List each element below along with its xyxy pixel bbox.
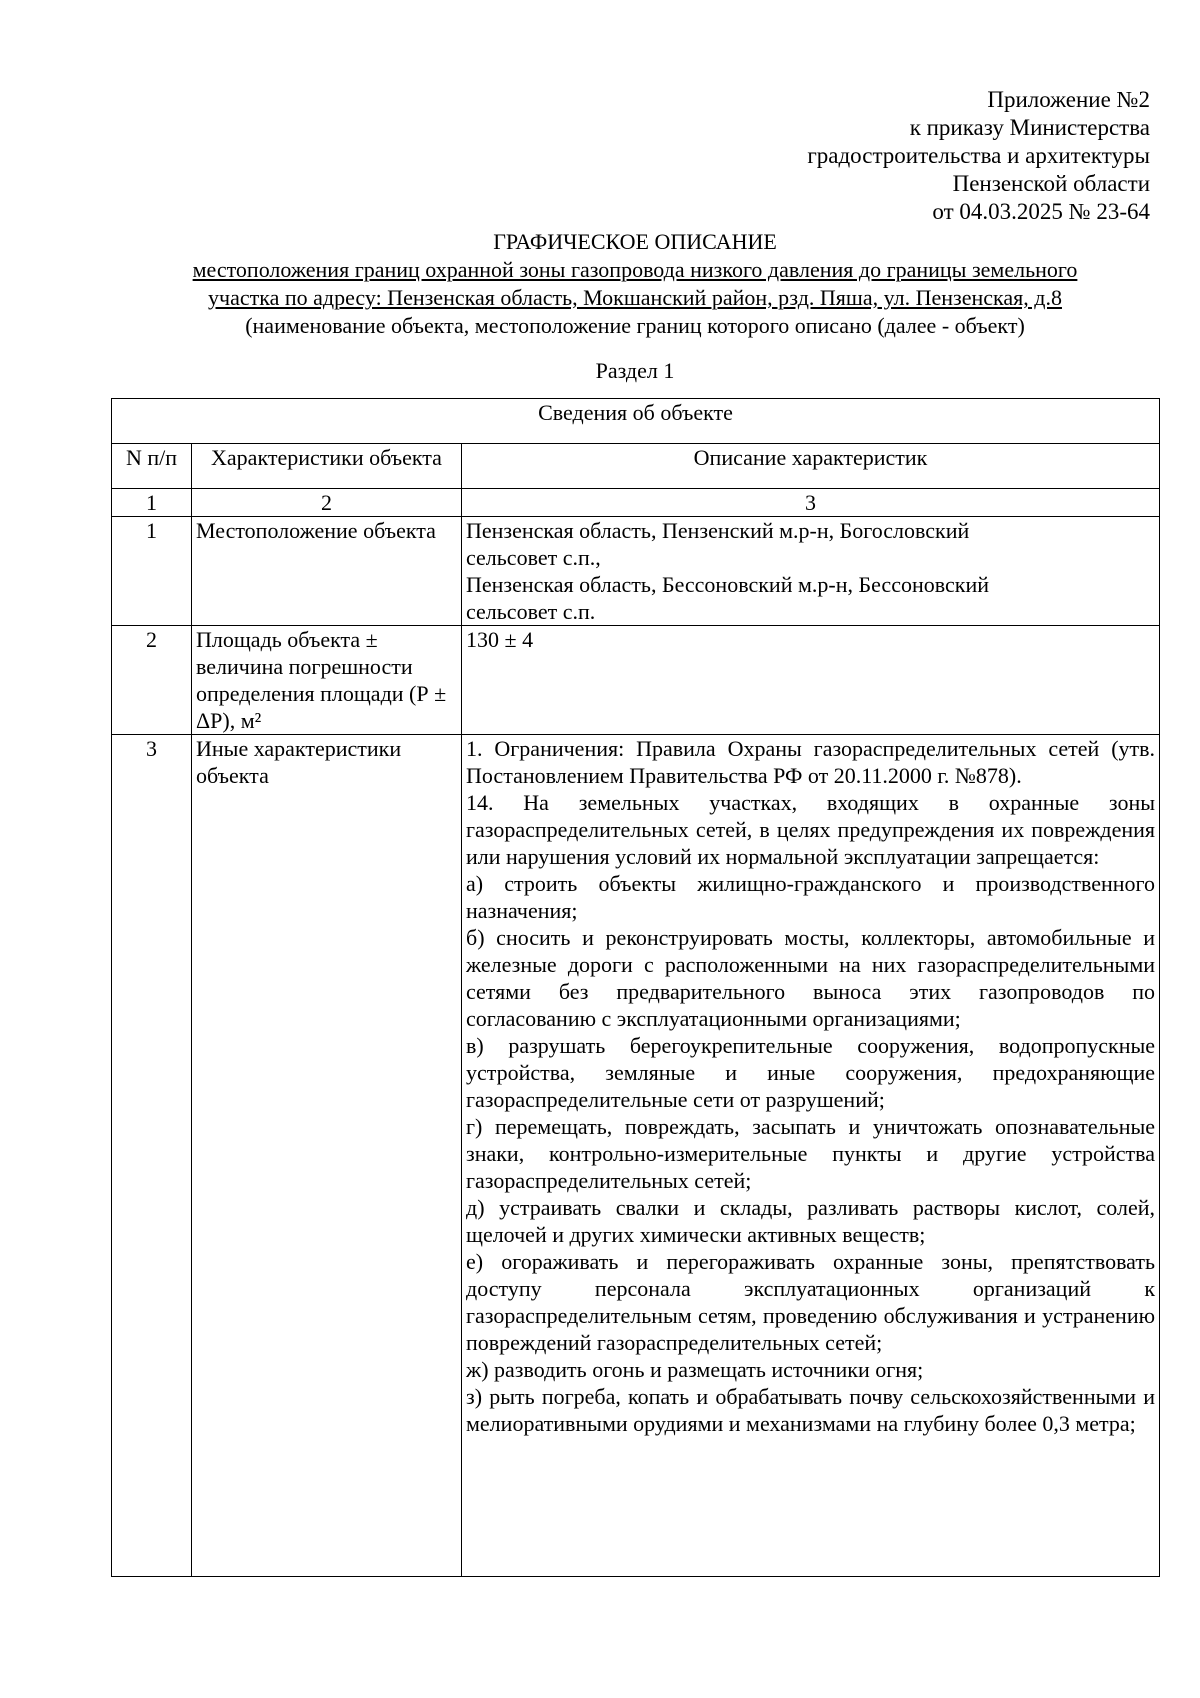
restriction-paragraph: б) сносить и реконструировать мосты, коллекторы, автомобильные и железные дороги с расположенными на них газораспределительными сетями без предварительного выноса этих газопроводов по согласованию с эксплуатационными организациями; (466, 925, 1156, 1031)
column-index-1: 1 (112, 489, 192, 517)
restriction-paragraph: а) строить объекты жилищно-гражданского и производственного назначения; (466, 871, 1156, 923)
restriction-paragraph: ж) разводить огонь и размещать источники огня; (466, 1357, 924, 1382)
restriction-paragraph: в) разрушать берегоукрепительные сооружения, водопропускные устройства, земляные и иные сооружения, предохраняющие газораспределительные сети от разрушений; (466, 1033, 1156, 1112)
document-heading: ГРАФИЧЕСКОЕ ОПИСАНИЕ (493, 229, 777, 254)
row-number: 2 (112, 626, 192, 735)
location-line: Пензенская область, Пензенский м.р-н, Богословский (466, 518, 970, 543)
restriction-paragraph: е) огораживать и перегораживать охранные зоны, препятствовать доступу персонала эксплуатационных организаций к газораспределительным сетям, проведению обслуживания и устранению повреждений газораспределительных сетей; (466, 1249, 1156, 1355)
table-row (112, 626, 1160, 735)
row-characteristic: Местоположение объекта (192, 517, 462, 626)
object-info-table (111, 398, 1160, 1577)
appendix-ministry: градостроительства и архитектуры (807, 143, 1150, 168)
appendix-order: к приказу Министерства (909, 115, 1150, 140)
object-description-line-1: местоположения границ охранной зоны газопровода низкого давления до границы земельного (192, 257, 1078, 282)
header-number: N п/п (112, 444, 192, 489)
table-caption: Сведения об объекте (112, 399, 1160, 444)
title-block (110, 228, 1160, 340)
header-description: Описание характеристик (462, 444, 1160, 489)
table-row (112, 517, 1160, 626)
column-index-2: 2 (192, 489, 462, 517)
row-characteristic: Площадь объекта ± величина погрешности определения площади (Р ± ΔР), м² (192, 626, 462, 735)
row-area-value: 130 ± 4 (462, 626, 1160, 735)
restriction-paragraph: з) рыть погреба, копать и обрабатывать почву сельскохозяйственными и мелиоративными орудиями и механизмами на глубину более 0,3 метра; (466, 1384, 1156, 1436)
restriction-paragraph: 14. На земельных участках, входящих в охранные зоны газораспределительных сетей, в целях предупреждения их повреждения или нарушения условий их нормальной эксплуатации запрещается: (466, 790, 1156, 869)
restriction-paragraph: д) устраивать свалки и склады, разливать растворы кислот, солей, щелочей и других химически активных веществ; (466, 1195, 1156, 1247)
restriction-paragraph: 1. Ограничения: Правила Охраны газораспределительных сетей (утв. Постановлением Правительства РФ от 20.11.2000 г. №878). (466, 736, 1156, 788)
row-restrictions-value (462, 735, 1160, 1577)
object-caption: (наименование объекта, местоположение границ которого описано (далее - объект) (245, 313, 1025, 338)
location-line: сельсовет с.п., (466, 545, 601, 570)
section-title: Раздел 1 (595, 358, 675, 383)
row-number: 1 (112, 517, 192, 626)
appendix-date: от 04.03.2025 № 23-64 (932, 199, 1150, 224)
row-location-value (462, 517, 1160, 626)
appendix-region: Пензенской области (952, 171, 1150, 196)
row-characteristic: Иные характеристики объекта (192, 735, 462, 1577)
restriction-paragraph: г) перемещать, повреждать, засыпать и уничтожать опознавательные знаки, контрольно-измерительные пункты и другие устройства газораспределительных сетей; (466, 1114, 1156, 1193)
row-number: 3 (112, 735, 192, 1577)
location-line: сельсовет с.п. (466, 599, 596, 624)
location-line: Пензенская область, Бессоновский м.р-н, Бессоновский (466, 572, 989, 597)
appendix-number: Приложение №2 (987, 87, 1150, 112)
column-index-3: 3 (462, 489, 1160, 517)
header-characteristic: Характеристики объекта (192, 444, 462, 489)
table-row (112, 735, 1160, 1577)
appendix-header (550, 86, 1150, 226)
object-description-line-2: участка по адресу: Пензенская область, Мокшанский район, рзд. Пяша, ул. Пензенская, д.8 (208, 285, 1062, 310)
